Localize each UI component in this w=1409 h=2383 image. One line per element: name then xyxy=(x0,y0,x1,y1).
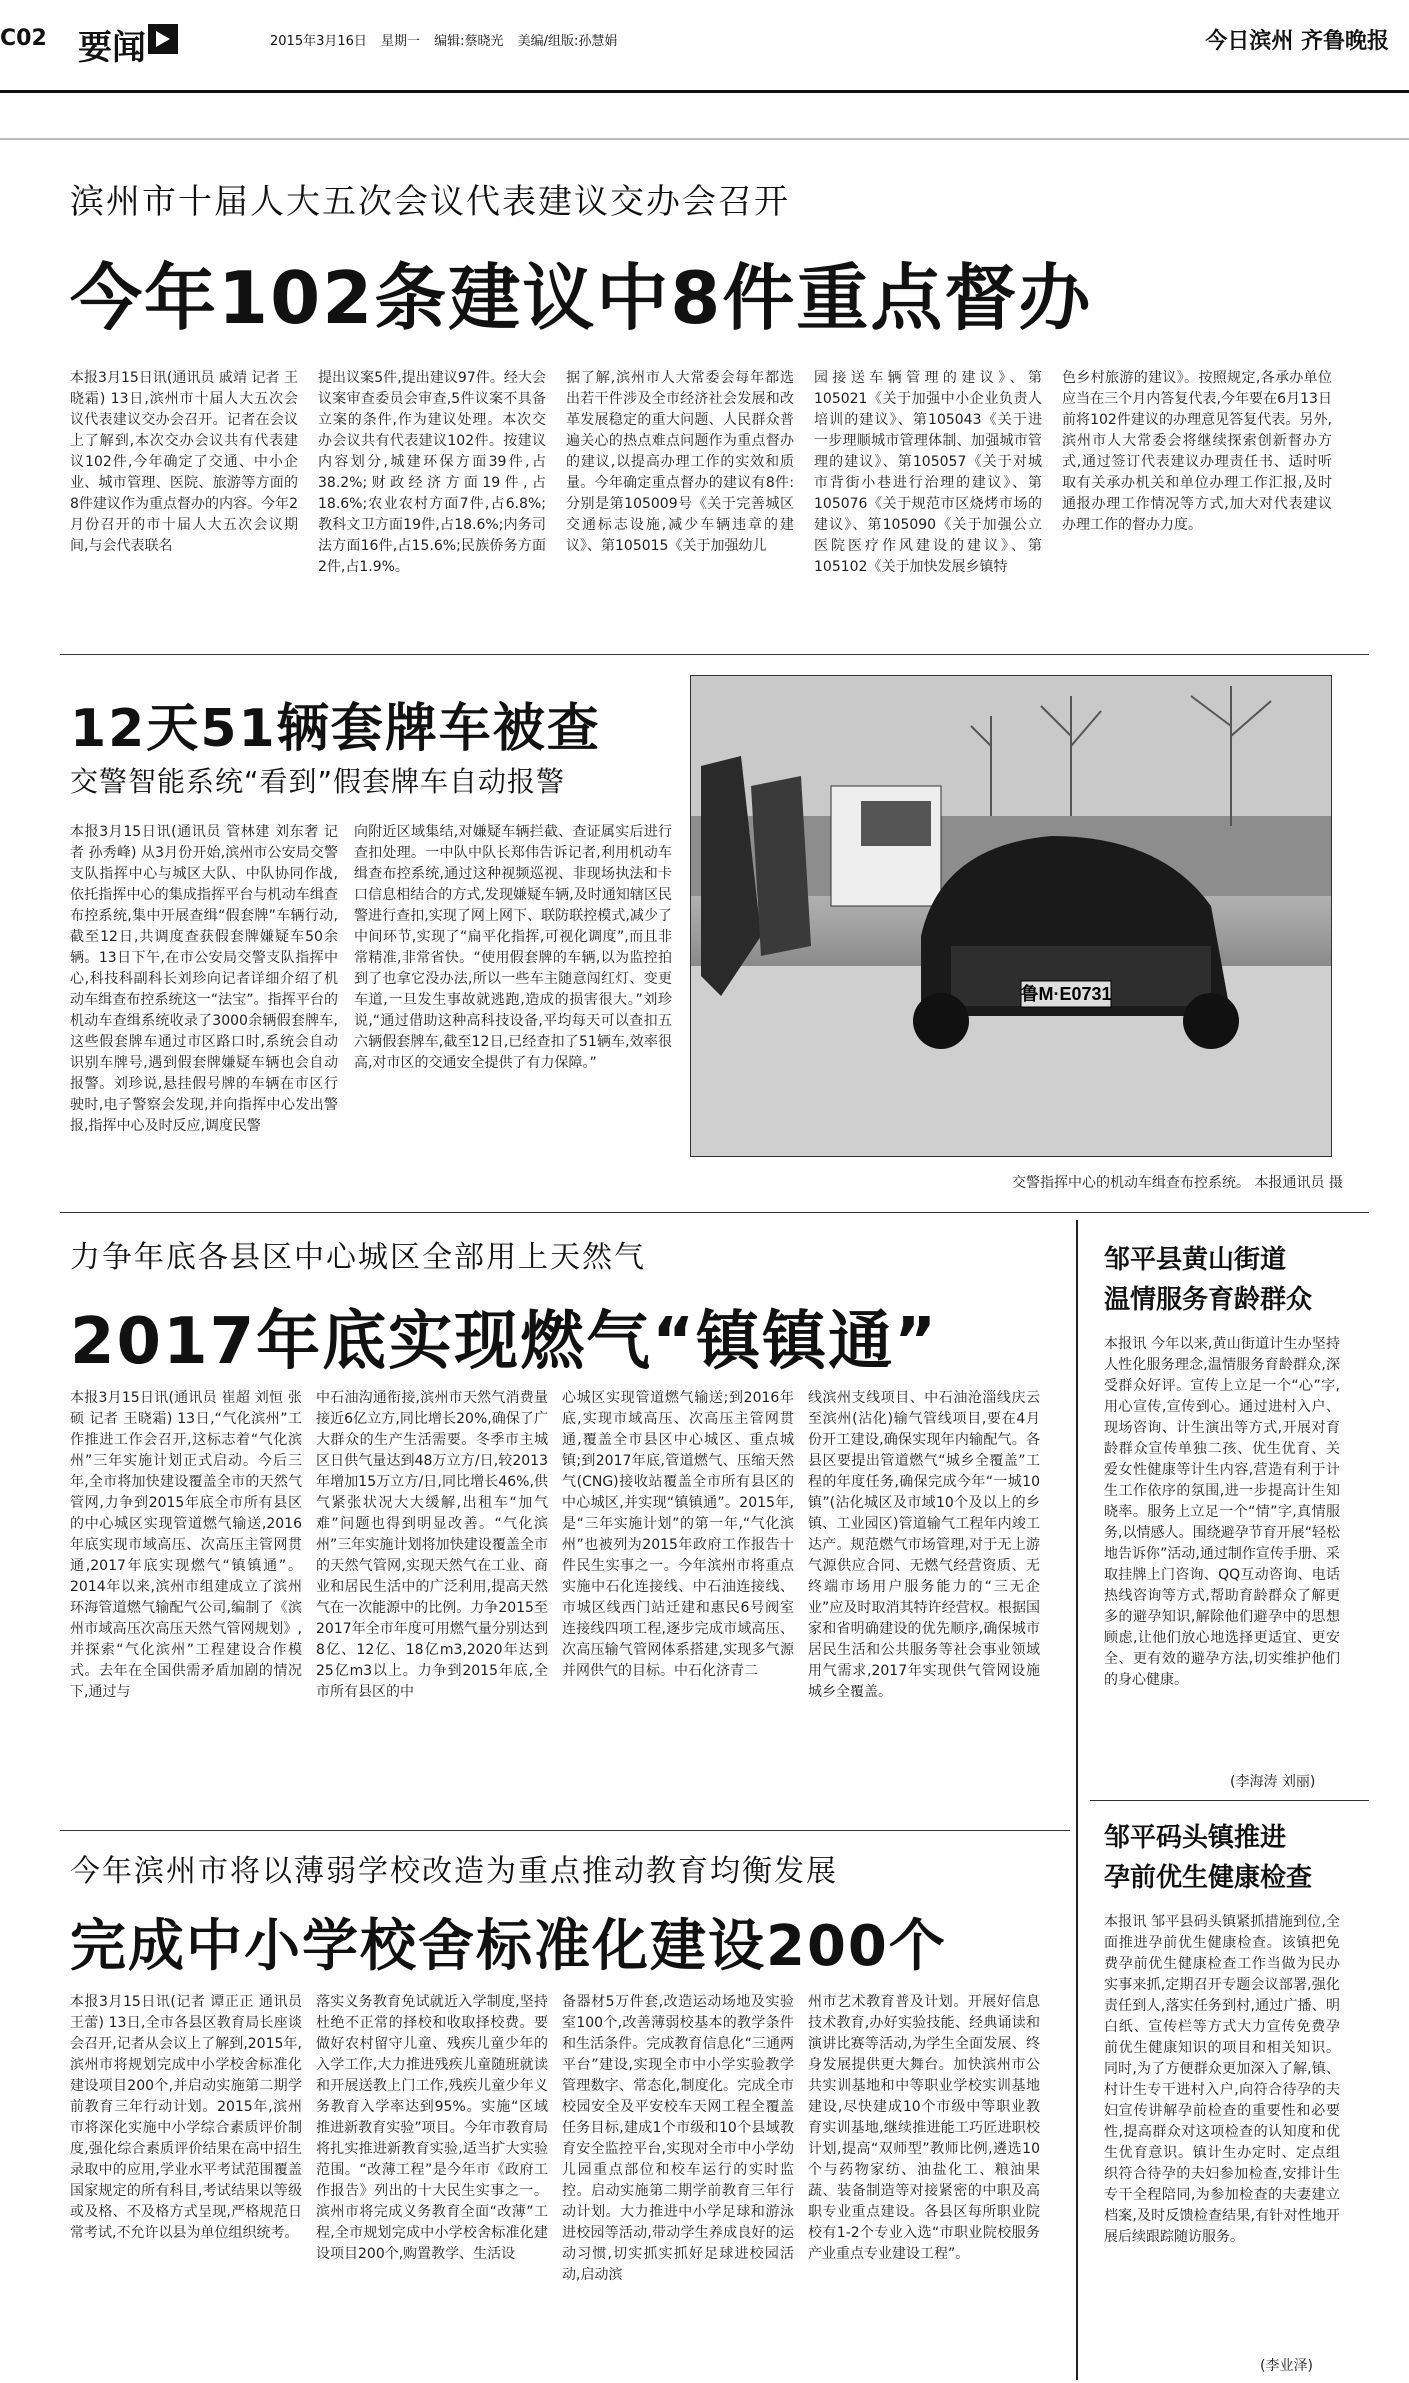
divider xyxy=(60,654,1369,655)
photo-caption: 交警指挥中心的机动车缉查布控系统。 本报通讯员 摄 xyxy=(1012,1175,1343,1191)
story2-col: 向附近区域集结,对嫌疑车辆拦截、查证属实后进行查扣处理。一中队中队长郑伟告诉记者,利用机动车缉查布控系统,通过这种视频巡视、非现场执法和卡口信息相结合的方式,发现嫌疑车辆,及时通知辖区民警进行查扣,实现了网上网下、联防联控模式,减少了中间环节,实现了“扁平化指挥,可视化调度”,而且非常精准,非常省快。“使用假套牌的车辆,以为监控拍到了也拿它没办法,所以一些车主随意闯红灯、变更车道,一旦发生事故就逃跑,造成的损害很大。”刘珍说,“通过借助这种高科技设备,平均每天可以查扣五六辆假套牌车,截至12日,已经查扣了51辆车,效率很高,对市区的交通安全提供了有力保障。” xyxy=(354,824,672,1071)
story3-col: 心城区实现管道燃气输送;到2016年底,实现市域高压、次高压主管网贯通,覆盖全市县区中心城区、重点城镇;到2017年底,管道燃气、压缩天然气(CNG)接收站覆盖全市所有县区的中心城区,并实现“镇镇通”。2015年,是“三年实施计划”的第一年,“气化滨州”也被列为2015年政府工作报告十件民生实事之一。今年滨州市将重点实施中石化连接线、中石油连接线、市城区线西门站迁建和惠民6号阀室连接线四项工程,逐步完成市域高压、次高压输气管网体系搭建,实现多气源并网供气的目标。中石化济青二 xyxy=(562,1390,794,1679)
plate-text: 鲁M·E0731 xyxy=(1020,984,1112,1004)
story2-col: 本报3月15日讯(通讯员 管林建 刘东奢 记者 孙秀峰) 从3月份开始,滨州市公安局交警支队指挥中心与城区大队、中队协同作战,依托指挥中心的集成指挥平台与机动车缉查布控系统,集中开展查缉“假套牌”车辆行动,截至12日,共调度查获假套牌嫌疑车50余辆。13日下午,在市公安局交警支队指挥中心,科技科副科长刘珍向记者详细介绍了机动车缉查布控系统这一“法宝”。指挥平台的机动车查缉系统收录了3000余辆假套牌车,这些假套牌车通过市区路口时,系统会自动识别车牌号,遇到假套牌嫌疑车辆也会自动报警。刘珍说,悬挂假号牌的车辆在市区行驶时,电子警察会发现,并向指挥中心发出警报,指挥中心及时反应,调度民警 xyxy=(70,824,338,1134)
divider xyxy=(60,1212,1369,1213)
story4-kicker: 今年滨州市将以薄弱学校改造为重点推动教育均衡发展 xyxy=(70,1854,838,1889)
story1-col: 提出议案5件,提出建议97件。经大会议案审查委员会审查,5件议案不具备立案的条件,作为建议处理。本次交办会议共有代表建议102件。按建议内容划分,城建环保方面39件,占38.2%;财政经济方面19件,占18.6%;农业农村方面7件,占6.8%;教科文卫方面19件,占18.6%;内务司法方面16件,占15.6%;民族侨务方面2件,占1.9%。 xyxy=(318,370,546,575)
section-title: 要闻 xyxy=(78,28,146,68)
story3-col: 线滨州支线项目、中石油沧淄线庆云至滨州(沾化)输气管线项目,要在4月份开工建设,确保实现年内输配气。各县区要提出管道燃气“城乡全覆盖”工程的年度任务,确保完成今年“一城10镇”(沾化城区及市域10个及以上的乡镇、工业园区)管道输气工程年内竣工达产。规范燃气市场管理,对于无上游气源供应合同、无燃气经营资质、无终端市场用户服务能力的“三无企业”应及时取消其特许经营权。根据国家和省明确建设的优先顺序,确保城市居民生活和公共服务等社会事业领域用气需求,2017年实现供气管网设施城乡全覆盖。 xyxy=(808,1390,1040,1700)
traffic-photo xyxy=(690,675,1332,1157)
sidebar-rule xyxy=(1076,1220,1078,2380)
paper-name: 今日滨州 齐鲁晚报 xyxy=(1205,29,1389,54)
section-arrow-icon xyxy=(148,24,178,54)
story1-col: 据了解,滨州市人大常委会每年都选出若干件涉及全市经济社会发展和改革发展稳定的重大问题、人民群众普遍关心的热点难点问题作为重点督办的建议,以提高办理工作的实效和质量。今年确定重点督办的建议有8件:分别是第105009号《关于完善城区交通标志设施,减少车辆违章的建议》、第105015《关于加强幼儿 xyxy=(566,370,794,554)
story4-col: 备器材5万件套,改造运动场地及实验室100个,改善薄弱校基本的教学条件和生活条件。完成教育信息化“三通两平台”建设,实现全市中小学实验教学管理数字、常态化,制度化。完成全市校园安全及平安校车天网工程全覆盖任务目标,建成1个市级和10个县域教育安全监控平台,实现对全市中小学幼儿园重点部位和校车运行的实时监控。启动实施第二期学前教育三年行动计划。大力推进中小学足球和游泳进校园等活动,带动学生养成良好的运动习惯,切实抓实抓好足球进校园活动,启动滨 xyxy=(562,1994,794,2283)
header-rule xyxy=(0,90,1409,93)
divider xyxy=(60,1830,1070,1831)
story3-col: 中石油沟通衔接,滨州市天然气消费量接近6亿立方,同比增长20%,确保了广大群众的生产生活需要。冬季市主城区日供气量达到48万立方/日,较2013年增加15万立方/日,同比增长46%,供气紧张状况大大缓解,出租车“加气难”问题也得到明显改善。“气化滨州”三年实施计划将加快建设覆盖全市的天然气管网,实现天然气在工业、商业和居民生活中的广泛利用,提高天然气在一次能源中的比例。力争2015至2017年全市年度可用燃气量分别达到8亿、12亿、18亿m3,2020年达到25亿m3以上。力争到2015年底,全市所有县区的中 xyxy=(316,1390,548,1700)
story2-subhead: 交警智能系统“看到”假套牌车自动报警 xyxy=(70,765,566,798)
story1-col: 园接送车辆管理的建议》、第105021《关于加强中小企业负责人培训的建议》、第105043《关于进一步理顺城市管理体制、加强城市管理的建议》、第105057《关于对城市背街小巷进行治理的建议》、第105076《关于规范市区烧烤市场的建议》、第105090《关于加强公立医院医疗作风建设的建议》、第105102《关于加快发展乡镇特 xyxy=(814,370,1042,575)
story4-col: 落实义务教育免试就近入学制度,坚持杜绝不正常的择校和收取择校费。要做好农村留守儿童、残疾儿童少年的入学工作,大力推进残疾儿童随班就读和开展送教上门工作,残疾儿童少年义务教育入学率达到95%。实施“区域推进新教育实验”项目。今年市教育局将扎实推进新教育实验,适当扩大实验范围。“改薄工程”是今年市《政府工作报告》列出的十大民生实事之一。滨州市将完成义务教育全面“改薄”工程,全市规划完成中小学校舍标准化建设项目200个,购置教学、生活设 xyxy=(316,1994,548,2262)
story1-col: 色乡村旅游的建议》。按照规定,各承办单位应当在三个月内答复代表,今年要在6月13日前将102件建议的办理意见答复代表。另外,滨州市人大常委会将继续探索创新督办方式,通过签订代表建议办理责任书、适时听取有关承办机关和单位办理工作汇报,及时通报办理工作情况等方式,加大对代表建议办理工作的督办力度。 xyxy=(1062,370,1332,533)
story1-col: 本报3月15日讯(通讯员 戚靖 记者 王晓霜) 13日,滨州市十届人大五次会议代表建议交办会召开。记者在会议上了解到,本次交办会议共有代表建议102件,今年确定了交通、中小企业、城市管理、医院、旅游等方面的8件建议作为重点督办的内容。今年2月份召开的市十届人大五次会议期间,与会代表联名 xyxy=(70,370,298,554)
issue-meta: 2015年3月16日 星期一 编辑:蔡晓光 美编/组版:孙慧娟 xyxy=(270,34,618,49)
story1-kicker: 滨州市十届人大五次会议代表建议交办会召开 xyxy=(70,182,790,222)
side1-body: 本报讯 今年以来,黄山街道计生办坚持人性化服务理念,温情服务育龄群众,深受群众好评。宣传上立足一个“心”字,用心宣传,宣传到心。通过进村入户、现场咨询、计生演出等方式,开展对育龄群众宣传单独二孩、优生优育、关爱女性健康等计生内容,营造有利于计生工作依序的氛围,进一步提高计生知晓率。服务上立足一个“情”字,真情服务,以情感人。围绕避孕节育开展“轻松地告诉你”活动,通过制作宣传手册、采取挂牌上门咨询、QQ互动咨询、电话热线咨询等方式,帮助育龄群众了解更多的避孕知识,解除他们避孕中的思想顾虑,让他们放心地选择更适宜、更安全、更有效的避孕方法,切实维护他们的身心健康。 xyxy=(1104,1336,1340,1688)
side1-headline-1: 邹平县黄山街道 xyxy=(1104,1245,1287,1275)
side1-headline-2: 温情服务育龄群众 xyxy=(1104,1285,1313,1315)
side2-headline-2: 孕前优生健康检查 xyxy=(1104,1863,1313,1893)
story4-col: 本报3月15日讯(记者 谭正正 通讯员 王蕾) 13日,全市各县区教育局长座谈会召开,记者从会议上了解到,2015年,滨州市将规划完成中小学校舍标准化建设项目200个,并启动实施第二期学前教育三年行动计划。2015年,滨州市将深化实施中小学综合素质评价制度,强化综合素质评价结果在高中招生录取中的应用,学业水平考试范围覆盖国家规定的所有科目,考试结果以等级或及格、不及格方式呈现,严格规范日常考试,不允许以县为单位组织统考。 xyxy=(70,1994,302,2241)
page-number: C02 xyxy=(0,26,47,51)
story4-col: 州市艺术教育普及计划。开展好信息技术教育,办好实验技能、经典诵读和演讲比赛等活动,为学生全面发展、终身发展提供更大舞台。加快滨州市公共实训基地和中等职业学校实训基地建设,尽快建成10个市级中等职业教育实训基地,继续推进能工巧匠进职校计划,提高“双师型”教师比例,遴选10个与药物家纺、油盐化工、粮油果蔬、装备制造等对接紧密的中职及高职专业重点建设。各县区每所职业院校有1-2个专业入选“市职业院校服务产业重点专业建设工程”。 xyxy=(808,1994,1040,2262)
side1-byline: (李海涛 刘丽) xyxy=(1230,1774,1316,1790)
story3-headline: 2017年底实现燃气“镇镇通” xyxy=(70,1305,939,1379)
side2-body: 本报讯 邹平县码头镇紧抓措施到位,全面推进孕前优生健康检查。该镇把免费孕前优生健康检查工作当做为民办实事来抓,定期召开专题会议部署,强化责任到人,落实任务到村,通过广播、明白纸、宣传栏等方式大力宣传免费孕前优生健康知识的项目和相关知识。同时,为了方便群众更加深入了解,镇、村计生专干进村入户,向符合待孕的夫妇宣传讲解孕前检查的重要性和必要性,提高群众对这项检查的认知度和优生优育意识。镇计生办定时、定点组织符合待孕的夫妇参加检查,安排计生专干全程陪同,为参加检查的夫妻建立档案,及时反馈检查结果,有针对性地开展后续跟踪随访服务。 xyxy=(1104,1914,1340,2245)
sidebar-divider xyxy=(1090,1800,1369,1801)
side2-byline: (李业泽) xyxy=(1260,2358,1313,2374)
story4-headline: 完成中小学校舍标准化建设200个 xyxy=(70,1914,947,1979)
story3-col: 本报3月15日讯(通讯员 崔超 刘恒 张硕 记者 王晓霜) 13日,“气化滨州”工作推进工作会召开,这标志着“气化滨州”三年实施计划正式启动。今后三年,全市将加快建设覆盖全市的天然气管网,力争到2015年底全市所有县区的中心城区实现管道燃气输送,2016年底实现市域高压、次高压主管网贯通,2017年底实现燃气“镇镇通”。2014年以来,滨州市组建成立了滨州环海管道燃气输配气公司,编制了《滨州市域高压次高压天然气管网规划》,并探索“气化滨州”工程建设合作模式。去年在全国供需矛盾加剧的情况下,通过与 xyxy=(70,1390,302,1700)
photo-illustration xyxy=(691,676,1331,1156)
header-shade xyxy=(0,138,1409,140)
story1-headline: 今年102条建议中8件重点督办 xyxy=(70,256,1093,340)
side2-headline-1: 邹平码头镇推进 xyxy=(1104,1823,1287,1853)
story2-headline: 12天51辆套牌车被查 xyxy=(70,699,601,759)
story3-kicker: 力争年底各县区中心城区全部用上天然气 xyxy=(70,1240,646,1275)
